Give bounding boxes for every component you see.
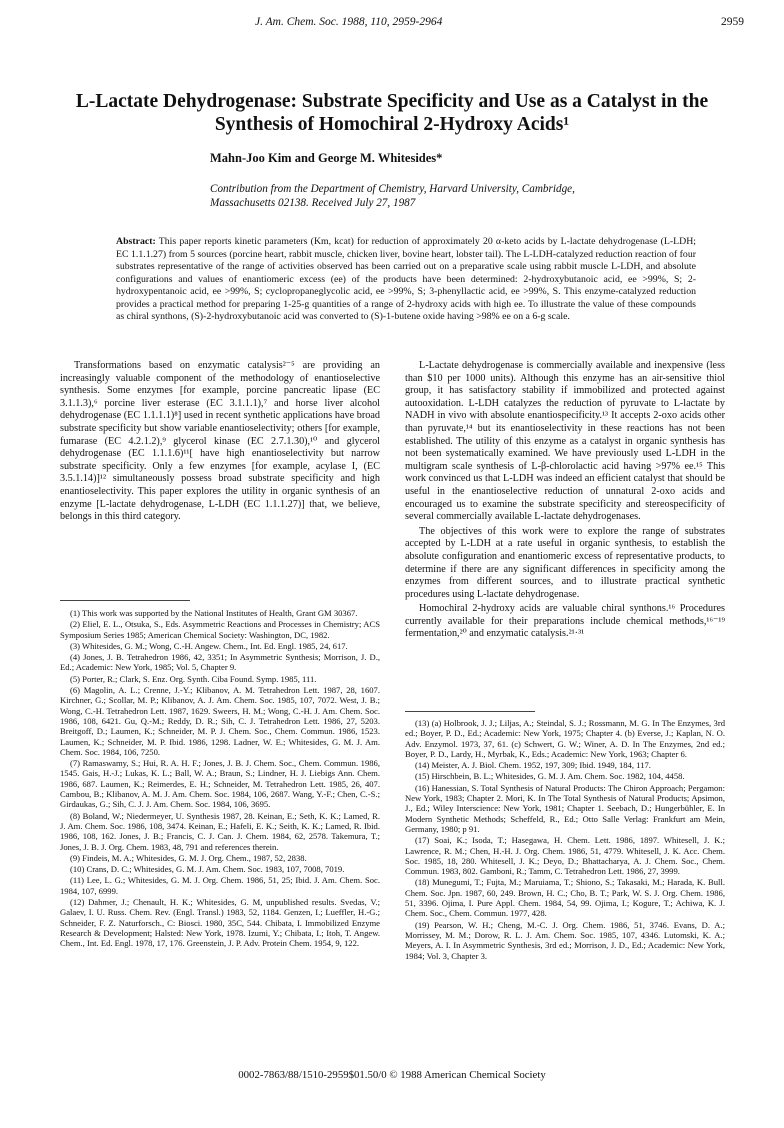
footnote: (4) Jones, J. B. Tetrahedron 1986, 42, 3351; In Asymmetric Synthesis; Morrison, J. D., Ed.; Academic: New York, 1985; Vol. 5, Chapter 9. xyxy=(60,652,380,673)
footnote-divider xyxy=(60,600,190,601)
body-paragraph: L-Lactate dehydrogenase is commercially available and inexpensive (less than $10 per 1000 units). Although this enzyme has an air-sensitive thiol group, it has satisfactory stability if immobilized and protected against autooxidation. L-LDH catalyzes the reduction of pyruvate to L-lactate by NADH in vivo with absolute enantiospecificity.¹³ It accepts 2-oxo acids other than pyruvate,¹⁴ but its enantioselectivity in these reactions has not been established. The utility of this enzyme as a catalyst in organic synthesis has not been systematically examined. We have previously used L-LDH in the multigram scale synthesis of L-β-chlorolactic acid having >97% ee.¹⁵ This work convinced us that L-LDH was indeed an efficient catalyst that should be useful in the enantioselective reduction of unnatural 2-oxo acids and encouraged us to examine the substrate specificity and stereospecificity of several commercially available L-lactate dehydrogenases. xyxy=(405,360,725,523)
footnotes-right xyxy=(405,718,725,962)
body-left-column xyxy=(60,360,380,524)
running-header-journal: J. Am. Chem. Soc. 1988, 110, 2959-2964 xyxy=(255,16,443,28)
body-paragraph: Homochiral 2-hydroxy acids are valuable chiral synthons.¹⁶ Procedures currently available for their preparations include chemical methods,¹⁶⁻¹⁹ fermentation,²⁰ and enzymatic catalysis.²¹·³¹ xyxy=(405,603,725,640)
footnote-divider xyxy=(405,711,535,712)
abstract-text: This paper reports kinetic parameters (Km, kcat) for reduction of approximately 20 α-keto acids by L-lactate dehydrogenase (L-LDH; EC 1.1.1.27) from 5 sources (porcine heart, rabbit muscle, chicken liver, bovine heart, lobster tail). The L-LDH-catalyzed reduction reaction of four substrates representative of the range of activities observed has been carried out on a preparative scale using rabbit muscle L-LDH, and absolute configurations and values of enantiomeric excess (ee) of the products have been determined: 2-hydroxybutanoic acid, ee >99%, S; 2-hydroxypentanoic acid, ee >99%, S; cyclopropaneglycolic acid, ee >99%, S; 3-phenyllactic acid, ee >99%, S. This enzyme-catalyzed reduction provides a practical method for preparing 1-25-g quantities of a range of 2-hydroxy acids with high ee. To illustrate the value of these compounds as chiral synthons, (S)-2-hydroxybutanoic acid was converted to (S)-1-butene oxide having >98% ee on a 6-g scale. xyxy=(116,236,696,322)
footnote: (9) Findeis, M. A.; Whitesides, G. M. J. Org. Chem., 1987, 52, 2838. xyxy=(70,852,307,863)
abstract xyxy=(116,236,696,324)
article-title: L-Lactate Dehydrogenase: Substrate Specificity and Use as a Catalyst in the Synthesis of Homochiral 2-Hydroxy Acids¹ xyxy=(75,91,709,135)
footnote: (13) (a) Holbrook, J. J.; Liljas, A.; Steindal, S. J.; Rossmann, M. G. In The Enzymes, 3rd ed.; Boyer, P. D., Ed.; Academic: New York, 1975; Chapter 4. (b) Everse, J.; Kaplan, N. O. Adv. Enzymol. 1973, 37, 61. (c) Schwert, G. W.; Winer, A. D. In The Enzymes, 2nd ed.; Boyer, P. D., Lardy, H., Myrbak, K., Eds.; Academic: New York, 1963; Chapter 6. xyxy=(405,718,725,759)
footnote: (5) Porter, R.; Clark, S. Enz. Org. Synth. Ciba Found. Symp. 1985, 111. xyxy=(70,673,317,684)
footnote: (10) Crans, D. C.; Whitesides, G. M. J. Am. Chem. Soc. 1983, 107, 7008, 7019. xyxy=(70,864,345,875)
footnote: (11) Lee, L. G.; Whitesides, G. M. J. Org. Chem. 1986, 51, 25; Ibid. J. Am. Chem. Soc. 1984, 107, 6999. xyxy=(60,875,380,896)
footnote: (18) Munegumi, T.; Fujta, M.; Maruiama, T.; Shiono, S.; Takasaki, M.; Harada, K. Bull. Chem. Soc. Jpn. 1987, 60, 249. Brown, H. C.; Cho, B. T.; Park, W. S. J. Org. Chem. 1986, 51, 3396. Ojima, I. Pure Appl. Chem. 1984, 54, 99. Ojima, I.; Kogure, T.; Achiwa, K. J. Chem. Soc., Chem. Commun. 1977, 428. xyxy=(405,877,725,919)
footnotes-left xyxy=(60,608,380,950)
body-paragraph: Transformations based on enzymatic catalysis²⁻⁵ are providing an increasingly valuable component of the methodology of enantioselective synthesis. Some enzymes [for example, porcine pancreatic lipase (EC 3.1.1.3),⁶ porcine liver esterase (EC 3.1.1.1),⁷ and horse liver alcohol dehydrogenase (EC 1.1.1.1)⁸] used in recent synthetic applications have broad substrate specificity but show variable enantioselectivity; others [for example, fumarase (EC 4.2.1.2),⁹ glycerol kinase (EC 2.7.1.30),¹⁰ and glycerol dehydrogenase (EC 1.1.1.6)¹¹[ have high enantioselectivity but narrow substrate specificity. Only a few enzymes [for example, acylase I, (EC 3.5.1.14)]¹² simultaneously possess broad substrate specificity and high enantioselectivity. This paper explores the utility in organic synthesis of an enzyme [L-lactate dehydrogenase, L-LDH (EC 1.1.1.27)] that, we believe, belongs in this third category. xyxy=(60,360,380,523)
affiliation: Contribution from the Department of Chemistry, Harvard University, Cambridge, Massachusetts 02138. Received July 27, 1987 xyxy=(210,183,575,209)
footnote: (6) Magolin, A. L.; Crenne, J.-Y.; Klibanov, A. M. Tetrahedron Lett. 1987, 28, 1607. Kirchner, G.; Scollar, M. P.; Klibanov, A. J. Am. Chem. Soc. 1985, 107, 7072. West, J. B.; Wong, C.-H. Tetrahedron Lett. 1987, 1629. Sweers, H. M.; Wong, C.-H. J. Am. Chem. Soc. 1986, 108, 6421. Gu, Q.-M.; Reddy, D. R.; Sih, C. J. Tetrahedron Lett. 1986, 27, 5203. Breitgoff, D.; Laumen, K.; Schneider, M. P. J. Chem. Soc., Chem. Commun. 1986, 1523. Laumen, K.; Schneider, M. P. Ibid. 1986, 1298. Ladner, W. E.; Whitesides, G. M. J. Am. Chem. Soc. 1984, 106, 7250. xyxy=(60,685,380,757)
footnote: (15) Hirschbein, B. L.; Whitesides, G. M. J. Am. Chem. Soc. 1982, 104, 4458. xyxy=(415,771,685,782)
footnote: (2) Eliel, E. L., Otsuka, S., Eds. Asymmetric Reactions and Processes in Chemistry; ACS Symposium Series 1985; American Chemical Society: Washington, DC, 1982. xyxy=(60,619,380,640)
footnote: (8) Boland, W.; Niedermeyer, U. Synthesis 1987, 28. Keinan, E.; Seth, K. K.; Lamed, R. J. Am. Chem. Soc. 1986, 108, 3474. Keinan, E.; Hafeli, E. K.; Seith, K. K.; Lamed, R. Ibid. 1986, 108, 162. Jones, J. B.; Francis, C. J. Can. J. Chem. 1984, 62, 2578. Takemura, T.; Jones, J. B. J. Org. Chem. 1983, 48, 791 and references therein. xyxy=(60,810,380,852)
body-paragraph: The objectives of this work were to explore the range of substrates accepted by L-LDH at a rate useful in organic synthesis, to establish the absolute configuration and enantiomeric excess of representative products, to determine if there are any significant differences in specificity among the enzymes from different sources, and to illustrate practical synthetic procedures using L-lactate dehydrogenase. xyxy=(405,525,725,600)
footnote: (7) Ramaswamy, S.; Hui, R. A. H. F.; Jones, J. B. J. Chem. Soc., Chem. Commun. 1986, 1545. Gais, H.-J.; Lukas, K. L.; Ball, W. A.; Braun, S.; Lindner, H. J. Liebigs Ann. Chem. 1986, 687. Laumen, K.; Reimerdes, E. H.; Schneider, M. Tetrahedron Lett. 1985, 26, 407. Cambou, B.; Klibanov, A. M. J. Am. Chem. Soc. 1984, 106, 2687. Wang, Y.-F.; Chen, C.-S.; Girdaukas, G.; Sih, C. J. J. Am. Chem. Soc. 1984, 106, 3695. xyxy=(60,758,380,810)
footnote: (3) Whitesides, G. M.; Wong, C.-H. Angew. Chem., Int. Ed. Engl. 1985, 24, 617. xyxy=(70,640,348,651)
footnote: (17) Soai, K.; Isoda, T.; Hasegawa, H. Chem. Lett. 1986, 1897. Whitesell, J. K.; Lawrence, R. M.; Chen, H.-H. J. Org. Chem. 1986, 51, 4779. Whitesell, J. K. Acc. Chem. Soc. 1985, 18, 280. Whitesell, J. K.; Deyo, D.; Bhattacharya, A. J. Chem. Soc., Chem. Commun. 1983, 802. Gamboni, R.; Tamm, C. Tetrahedron Lett. 1986, 27, 3999. xyxy=(405,835,725,877)
footnote: (1) This work was supported by the National Institutes of Health, Grant GM 30367. xyxy=(70,608,358,618)
page-number: 2959 xyxy=(721,16,744,28)
body-right-column xyxy=(405,360,725,641)
copyright-footer: 0002-7863/88/1510-2959$01.50/0 © 1988 American Chemical Society xyxy=(238,1069,546,1081)
footnote: (16) Hanessian, S. Total Synthesis of Natural Products: The Chiron Approach; Pergamon: New York, 1983; Chapter 2. Mori, K. In The Total Synthesis of Natural Products; Apsimon, J., Ed.; Wiley Interscience: New York, 1981; Chapter 1. Seebach, D.; Hungerbühler, E. In Modern Synthetic Methods; Scheffeld, R., Ed.; Otto Salle Verlag: Frankfurt am Mein, Germany, 1980; p 91. xyxy=(405,782,725,834)
footnote: (19) Pearson, W. H.; Cheng, M.-C. J. Org. Chem. 1986, 51, 3746. Evans, D. A.; Morrissey, M. M.; Dorow, R. L. J. Am. Chem. Soc. 1985, 107, 4346. Lutomski, K. A.; Meyers, A. I. In Asymmetric Synthesis, 3rd ed.; Morrison, J. D., Ed.; Academic: New York, 1984; Vol. 3, Chapter 3. xyxy=(405,919,725,961)
authors: Mahn-Joo Kim and George M. Whitesides* xyxy=(210,151,443,165)
footnote: (12) Dahmer, J.; Chenault, H. K.; Whitesides, G. M, unpublished results. Svedas, V.; Galaev, I. U. Russ. Chem. Rev. (Engl. Transl.) 1983, 52, 1184. Genzen, I.; Lueffler, H.-G.; Schneider, F. Z. Naturforsch., C: Biosci. 1980, 35C, 544. Chibata, I. Immobilized Enzyme Research & Development; Halsted: New York, 1978. Izumi, Y.; Chibata, I.; Itoh, T. Angew. Chem., Int. Ed. Engl. 1978, 17, 176. Greenstein, J. P. Adv. Protein Chem. 1954, 9, 122. xyxy=(60,897,380,949)
abstract-label: Abstract: xyxy=(116,236,156,247)
footnote: (14) Meister, A. J. Biol. Chem. 1952, 197, 309; Ibid. 1949, 184, 117. xyxy=(415,760,651,771)
